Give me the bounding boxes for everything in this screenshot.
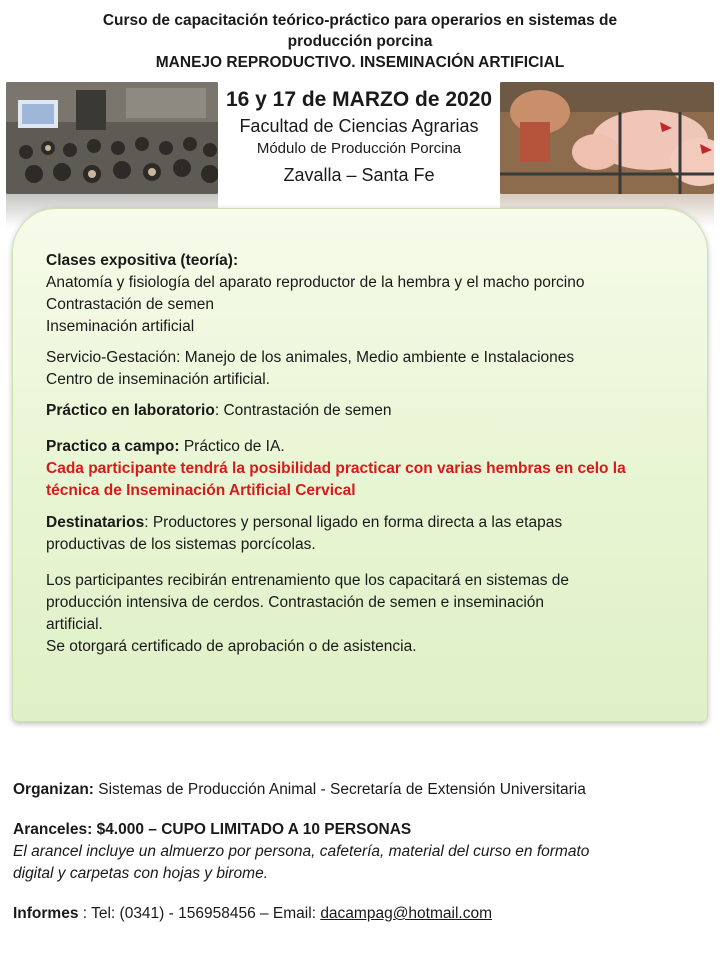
campo-highlight-2: técnica de Inseminación Artificial Cervical (46, 482, 356, 499)
event-date: 16 y 17 de MARZO de 2020 (225, 88, 493, 111)
fees-detail-1: El arancel incluye un almuerzo por persona, cafetería, material del curso en formato (13, 843, 590, 860)
dest-line-2: productivas de los sistemas porcícolas. (46, 536, 316, 553)
informes-label: Informes (13, 905, 79, 922)
campo-highlight-1: Cada participante tendrá la posibilidad practicar con varias hembras en celo la (46, 460, 626, 477)
event-faculty: Facultad de Ciencias Agrarias (239, 116, 479, 136)
clases-item-2: Contrastación de semen (46, 296, 215, 313)
participants-line-4: Se otorgará certificado de aprobación o de asistencia. (46, 638, 417, 655)
org-label: Organizan: (13, 781, 94, 798)
fees-label: Aranceles: $4.000 – CUPO LIMITADO A 10 PERSONAS (13, 821, 412, 838)
insemination-photo (500, 82, 714, 194)
dest-line-1 (46, 512, 686, 534)
title-line-3: MANEJO REPRODUCTIVO. INSEMINACIÓN ARTIFICIAL (155, 54, 565, 71)
course-content (46, 250, 686, 658)
classroom-photo (6, 82, 218, 194)
dest-text-1: : Productores y personal ligado en forma directa a las etapas (144, 514, 563, 531)
servicio-line-1: Servicio-Gestación: Manejo de los animales, Medio ambiente e Instalaciones (46, 349, 575, 366)
org-text: Sistemas de Producción Animal - Secretaría de Extensión Universitaria (93, 781, 586, 798)
clases-title: Clases expositiva (teoría): (46, 252, 239, 269)
lab-text: : Contrastación de semen (214, 402, 392, 419)
event-place: Zavalla – Santa Fe (283, 165, 435, 185)
organizers (13, 779, 713, 801)
clases-item-1: Anatomía y fisiología del aparato reproductor de la hembra y el macho porcino (46, 274, 585, 291)
fees-detail-2: digital y carpetas con hojas y birome. (13, 865, 269, 882)
email-link[interactable]: dacampag@hotmail.com (320, 905, 492, 922)
event-module: Módulo de Producción Porcina (256, 140, 462, 157)
servicio-line-2: Centro de inseminación artificial. (46, 371, 270, 388)
lab-line (46, 400, 686, 422)
fees (13, 819, 713, 885)
title-line-1: Curso de capacitación teórico-práctico para operarios en sistemas de (102, 12, 618, 29)
course-title (0, 10, 720, 73)
title-line-2: producción porcina (287, 33, 433, 50)
contact-info (13, 903, 713, 925)
dest-label: Destinatarios (46, 514, 145, 531)
clases-item-3: Inseminación artificial (46, 318, 195, 335)
participants-line-3: artificial. (46, 616, 103, 633)
lab-label: Práctico en laboratorio (46, 402, 215, 419)
campo-text: Práctico de IA. (179, 438, 285, 455)
participants-line-1: Los participantes recibirán entrenamiento que los capacitará en sistemas de (46, 572, 569, 589)
event-details (218, 86, 500, 190)
campo-line (46, 436, 686, 458)
participants-line-2: producción intensiva de cerdos. Contrastación de semen e inseminación (46, 594, 545, 611)
informes-text: : Tel: (0341) - 156958456 – Email: (78, 905, 321, 922)
campo-label: Practico a campo: (46, 438, 180, 455)
